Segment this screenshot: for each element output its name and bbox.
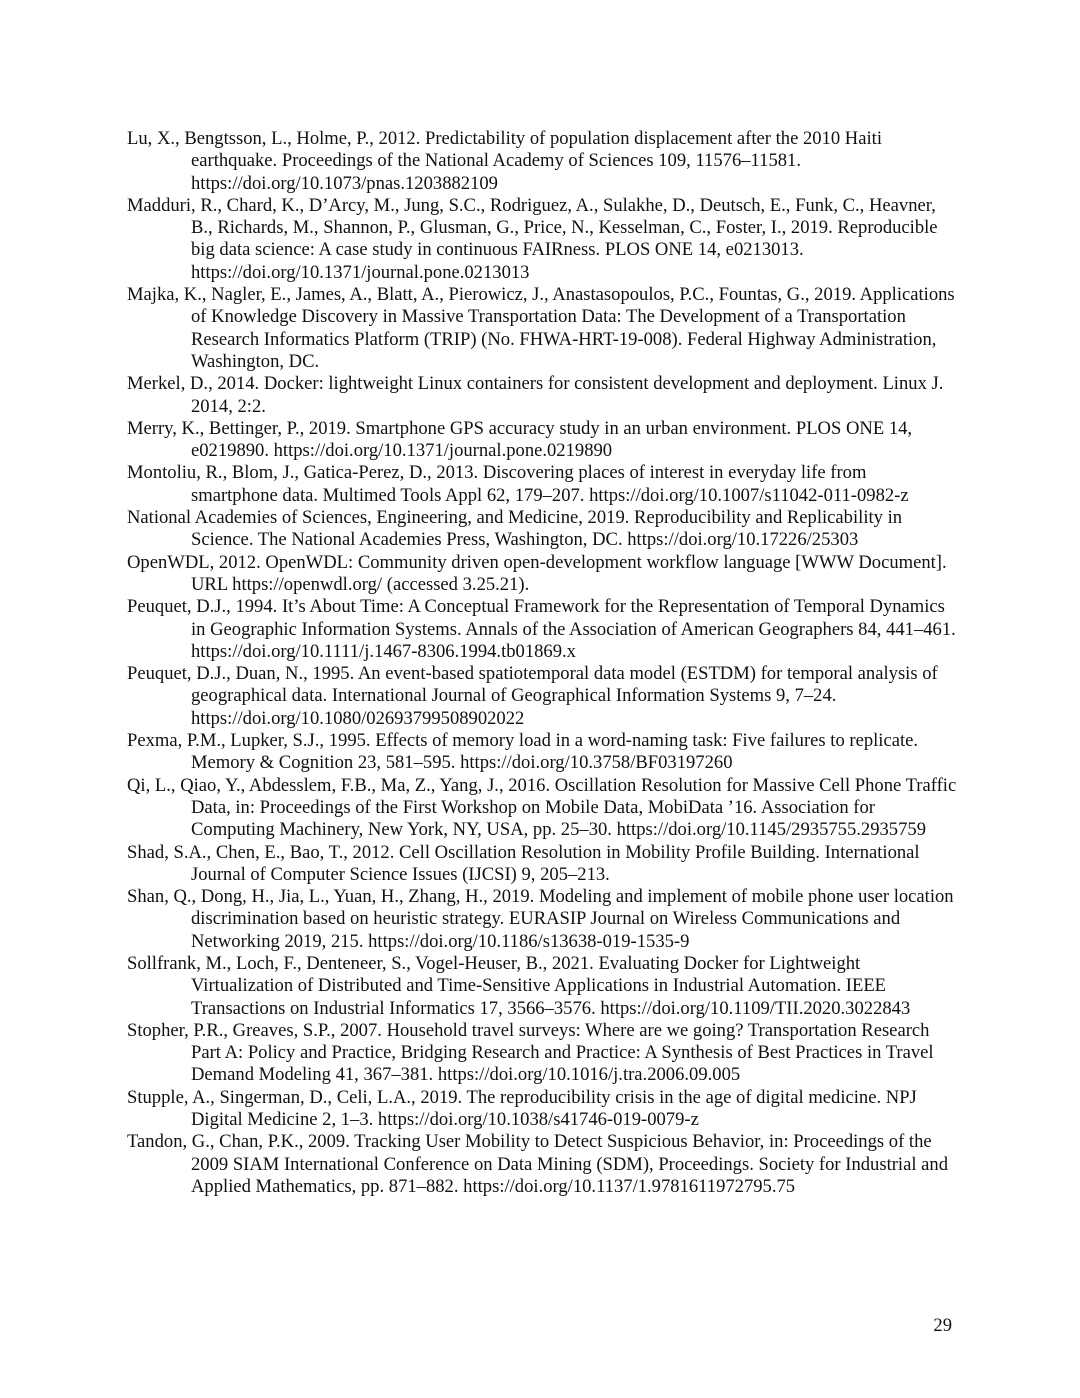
reference-entry: Lu, X., Bengtsson, L., Holme, P., 2012. Predictability of population displacement after the 2010 Haiti earthquake. Proceedings of the National Academy of Sciences 109, 11576–11581. https://doi.org/10.1073/pnas.1203882109 (127, 128, 882, 194)
reference-entry: Shan, Q., Dong, H., Jia, L., Yuan, H., Zhang, H., 2019. Modeling and implement of mobile phone user location discrimination based on heuristic strategy. EURASIP Journal on Wireless Communications and Networking 2019, 215. https://doi.org/10.1186/s13638-019-1535-9 (127, 886, 954, 952)
reference-entry: Merry, K., Bettinger, P., 2019. Smartphone GPS accuracy study in an urban environment. PLOS ONE 14, e0219890. https://doi.org/10.1371/journal.pone.0219890 (127, 417, 913, 462)
reference-entry: Majka, K., Nagler, E., James, A., Blatt, A., Pierowicz, J., Anastasopoulos, P.C., Fountas, G., 2019. Applications of Knowledge Discovery in Massive Transportation Data: The Development of a Transportation Research Informatics Platform (TRIP) (No. FHWA-HRT-19-008). Federal Highway Administration, Washington, DC. (127, 284, 955, 372)
reference-entry: Sollfrank, M., Loch, F., Denteneer, S., Vogel-Heuser, B., 2021. Evaluating Docker for Lightweight Virtualization of Distributed and Time-Sensitive Applications in Industrial Automation. IEEE Transactions on Industrial Informatics 17, 3566–3576. https://doi.org/10.1109/TII.2020.3022843 (127, 952, 911, 1019)
page-number: 29 (933, 1315, 952, 1336)
reference-entry: Pexma, P.M., Lupker, S.J., 1995. Effects of memory load in a word-naming task: Five failures to replicate. Memory & Cognition 23, 581–595. https://doi.org/10.3758/BF03197260 (127, 730, 919, 774)
reference-entry: National Academies of Sciences, Engineering, and Medicine, 2019. Reproducibility and Replicability in Science. The National Academies Press, Washington, DC. https://doi.org/10.17226/25303 (127, 507, 903, 551)
reference-entry: Peuquet, D.J., Duan, N., 1995. An event-based spatiotemporal data model (ESTDM) for temporal analysis of geographical data. International Journal of Geographical Information Systems 9, 7–24. https://doi.org/10.1080/02693799508902022 (127, 663, 938, 729)
reference-entry: Peuquet, D.J., 1994. It’s About Time: A Conceptual Framework for the Representation of Temporal Dynamics in Geographic Information Systems. Annals of the Association of American Geographers 84, 441–461. https://doi.org/10.1111/j.1467-8306.1994.tb01869.x (127, 596, 956, 662)
reference-entry: Montoliu, R., Blom, J., Gatica-Perez, D., 2013. Discovering places of interest in everyday life from smartphone data. Multimed Tools Appl 62, 179–207. https://doi.org/10.1007/s11042-011-0982-z (127, 462, 909, 506)
reference-entry: Madduri, R., Chard, K., D’Arcy, M., Jung, S.C., Rodriguez, A., Sulakhe, D., Deutsch, E., Funk, C., Heavner, B., Richards, M., Shannon, P., Glusman, G., Price, N., Kesselman, C., Foster, I., 2019. Reproducible big data science: A case study in continuous FAIRness. PLOS ONE 14, e0213013. https://doi.org/10.1371/journal.pone.0213013 (127, 194, 938, 283)
reference-entry: Merkel, D., 2014. Docker: lightweight Linux containers for consistent development and deployment. Linux J. 2014, 2:2. (127, 373, 944, 417)
reference-entry: Qi, L., Qiao, Y., Abdesslem, F.B., Ma, Z., Yang, J., 2016. Oscillation Resolution for Massive Cell Phone Traffic Data, in: Proceedings of the First Workshop on Mobile Data, MobiData ’16. Association for Computing Machinery, New York, NY, USA, pp. 25–30. https://doi.org/10.1145/2935755.2935759 (127, 774, 957, 841)
reference-entry: Tandon, G., Chan, P.K., 2009. Tracking User Mobility to Detect Suspicious Behavior, in: Proceedings of the 2009 SIAM International Conference on Data Mining (SDM), Proceedings. Society for Industrial and Applied Mathematics, pp. 871–882. https://doi.org/10.1137/1.9781611972795.75 (127, 1131, 949, 1197)
reference-list (127, 128, 957, 1198)
reference-entry: Shad, S.A., Chen, E., Bao, T., 2012. Cell Oscillation Resolution in Mobility Profile Building. International Journal of Computer Science Issues (IJCSI) 9, 205–213. (127, 841, 920, 885)
reference-entry: OpenWDL, 2012. OpenWDL: Community driven open-development workflow language [WWW Document]. URL https://openwdl.org/ (accessed 3.25.21). (127, 551, 947, 595)
reference-entry: Stupple, A., Singerman, D., Celi, L.A., 2019. The reproducibility crisis in the age of digital medicine. NPJ Digital Medicine 2, 1–3. https://doi.org/10.1038/s41746-019-0079-z (127, 1086, 917, 1131)
reference-entry: Stopher, P.R., Greaves, S.P., 2007. Household travel surveys: Where are we going? Transportation Research Part A: Policy and Practice, Bridging Research and Practice: A Synthesis of Best Practices in Travel Demand Modeling 41, 367–381. https://doi.org/10.1016/j.tra.2006.09.005 (127, 1019, 934, 1086)
